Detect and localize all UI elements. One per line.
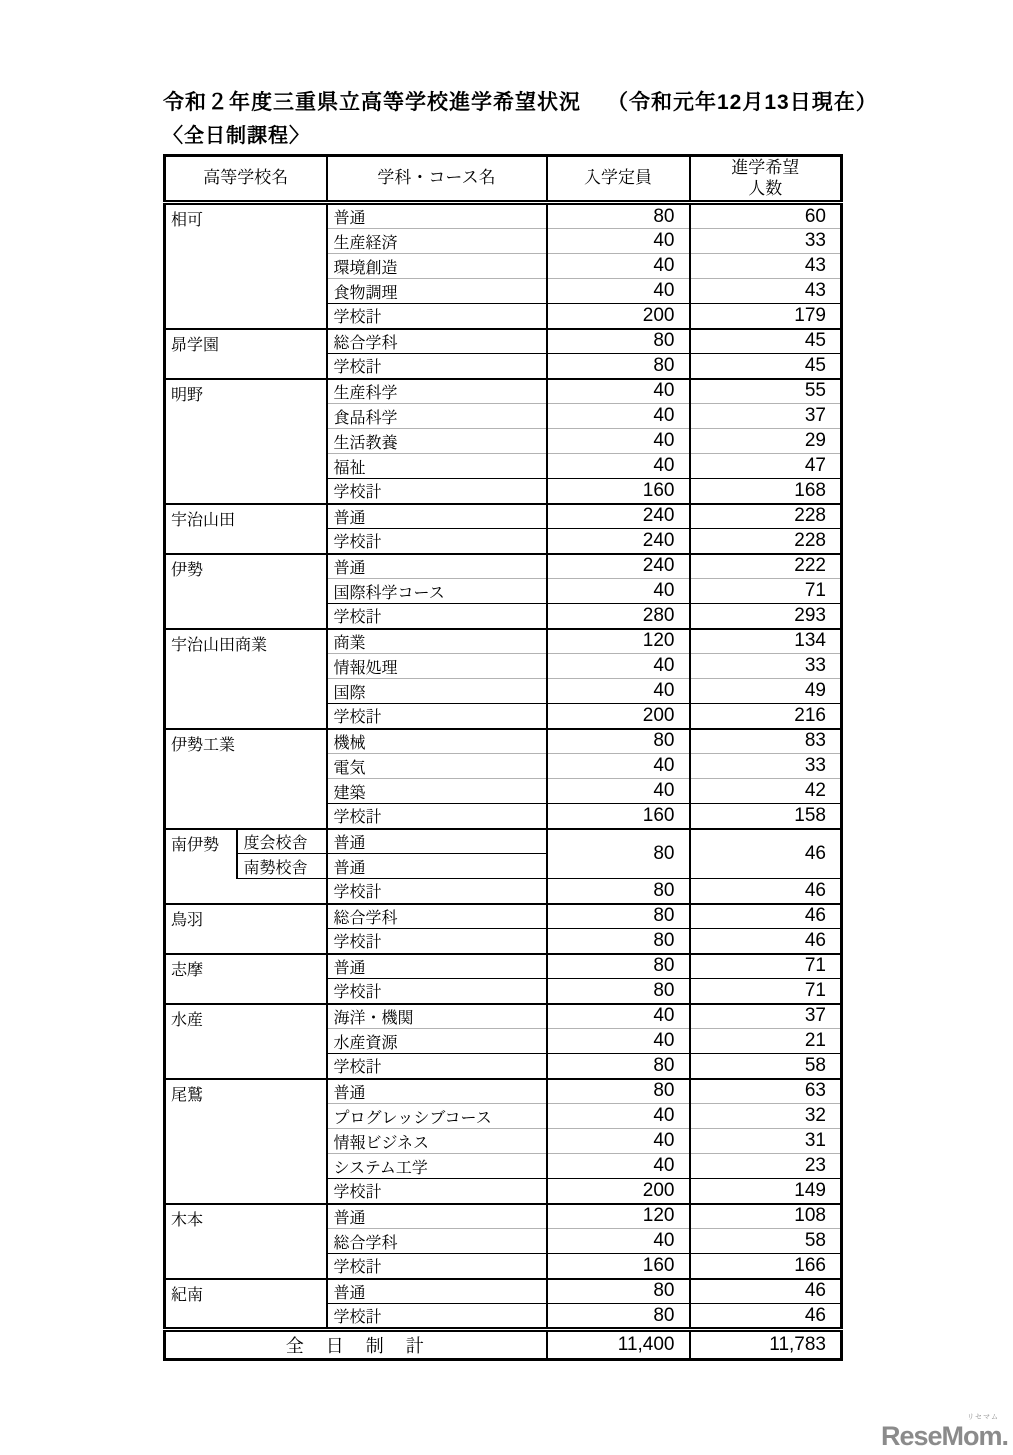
table-row: [165, 954, 842, 979]
capacity-cell: 40: [547, 1004, 690, 1029]
capacity-cell: 40: [547, 654, 690, 679]
applicants-cell: 33: [690, 229, 842, 254]
applicants-cell: 228: [690, 529, 842, 554]
course-cell: 生活教養: [327, 429, 547, 454]
course-cell: 学校計: [327, 879, 547, 904]
school-name-cell: 鳥羽: [165, 904, 327, 954]
course-cell: 学校計: [327, 1054, 547, 1079]
applicants-cell: 46: [690, 1279, 842, 1304]
capacity-cell: 80: [547, 929, 690, 954]
course-cell: 普通: [327, 203, 547, 229]
school-name-cell: 相可: [165, 203, 327, 329]
document-title-line: [163, 86, 878, 116]
capacity-cell: 40: [547, 1154, 690, 1179]
capacity-cell: 80: [547, 1304, 690, 1330]
course-cell: 建築: [327, 779, 547, 804]
applicants-cell: 293: [690, 604, 842, 629]
applicants-cell: 71: [690, 979, 842, 1004]
applicants-cell: 45: [690, 354, 842, 379]
grand-total-row: [165, 1330, 842, 1360]
capacity-cell: 120: [547, 1204, 690, 1229]
table-row: [165, 1004, 842, 1029]
capacity-cell: 40: [547, 754, 690, 779]
header-applicants-line2: 人数: [748, 178, 783, 198]
school-name-cell: 水産: [165, 1004, 327, 1079]
course-cell: 国際科学コース: [327, 579, 547, 604]
applicants-cell: 83: [690, 729, 842, 754]
capacity-cell: 160: [547, 1254, 690, 1279]
course-cell: 普通: [327, 504, 547, 529]
header-applicants: [690, 156, 842, 203]
table-row: [165, 504, 842, 529]
capacity-cell: 40: [547, 279, 690, 304]
table-header-row: [165, 156, 842, 203]
grand-total-label: 全 日 制 計: [165, 1330, 547, 1360]
capacity-cell: 80: [547, 879, 690, 904]
applicants-cell: 108: [690, 1204, 842, 1229]
applicants-cell: 43: [690, 279, 842, 304]
table-row: [165, 879, 842, 904]
table-row: [165, 1279, 842, 1304]
course-cell: プログレッシブコース: [327, 1104, 547, 1129]
applicants-cell: 216: [690, 704, 842, 729]
course-cell: 情報ビジネス: [327, 1129, 547, 1154]
applicants-cell: 29: [690, 429, 842, 454]
resemom-logo-ruby: リセマム: [967, 1414, 999, 1421]
school-name-cell: 宇治山田: [165, 504, 327, 554]
page-date-note: （令和元年12月13日現在）: [607, 91, 878, 114]
course-cell: 環境創造: [327, 254, 547, 279]
applicants-cell: 21: [690, 1029, 842, 1054]
course-cell: 生産科学: [327, 379, 547, 404]
applicants-cell: 23: [690, 1154, 842, 1179]
header-applicants-line1: 進学希望: [731, 158, 800, 178]
applicants-cell: 32: [690, 1104, 842, 1129]
course-cell: 学校計: [327, 1304, 547, 1330]
applicants-cell: 33: [690, 754, 842, 779]
capacity-cell: 240: [547, 504, 690, 529]
capacity-cell: 40: [547, 379, 690, 404]
capacity-cell: 80: [547, 329, 690, 354]
applicants-cell: 158: [690, 804, 842, 829]
capacity-cell: 40: [547, 679, 690, 704]
table-row: [165, 203, 842, 229]
capacity-cell: 80: [547, 1279, 690, 1304]
campus-cell: 度会校舎: [237, 829, 327, 854]
header-capacity: 入学定員: [547, 156, 690, 203]
table-row: [165, 904, 842, 929]
table-row: [165, 829, 842, 854]
school-name-filler: [237, 879, 327, 904]
course-cell: 学校計: [327, 804, 547, 829]
table-row: [165, 379, 842, 404]
applicants-cell: 31: [690, 1129, 842, 1154]
course-cell: 学校計: [327, 929, 547, 954]
course-cell: 情報処理: [327, 654, 547, 679]
applicants-cell: 43: [690, 254, 842, 279]
course-cell: 普通: [327, 554, 547, 579]
school-name-cell: 志摩: [165, 954, 327, 1004]
applicants-cell: 58: [690, 1054, 842, 1079]
capacity-cell: 40: [547, 1229, 690, 1254]
applicants-cell: 55: [690, 379, 842, 404]
school-name-cell: 紀南: [165, 1279, 327, 1330]
page-title: 令和２年度三重県立高等学校進学希望状況: [163, 91, 581, 114]
capacity-cell: 40: [547, 1029, 690, 1054]
capacity-cell: 160: [547, 804, 690, 829]
course-cell: 総合学科: [327, 329, 547, 354]
course-cell: 水産資源: [327, 1029, 547, 1054]
resemom-logo-text: ReseMom.: [880, 1421, 1008, 1451]
header-course-name: 学科・コース名: [327, 156, 547, 203]
applicants-cell: 63: [690, 1079, 842, 1104]
applicants-cell: 166: [690, 1254, 842, 1279]
capacity-cell: 40: [547, 779, 690, 804]
applicants-cell: 42: [690, 779, 842, 804]
course-cell: 普通: [327, 854, 547, 879]
applicants-cell: 46: [690, 929, 842, 954]
capacity-cell: 80: [547, 904, 690, 929]
applicants-cell: 33: [690, 654, 842, 679]
capacity-cell: 80: [547, 354, 690, 379]
course-cell: 学校計: [327, 529, 547, 554]
capacity-cell: 80: [547, 203, 690, 229]
capacity-cell: 40: [547, 404, 690, 429]
course-cell: 海洋・機関: [327, 1004, 547, 1029]
school-name-cell: 伊勢工業: [165, 729, 327, 829]
course-cell: 機械: [327, 729, 547, 754]
applicants-cell: 46: [690, 1304, 842, 1330]
document-content: [163, 86, 878, 1361]
course-cell: 普通: [327, 1079, 547, 1104]
capacity-cell: 80: [547, 1079, 690, 1104]
school-name-cell: 昴学園: [165, 329, 327, 379]
course-cell: 総合学科: [327, 1229, 547, 1254]
resemom-logo: [881, 1414, 1008, 1450]
applicants-cell: 37: [690, 404, 842, 429]
capacity-cell: 120: [547, 629, 690, 654]
applicants-cell: 46: [690, 879, 842, 904]
applicants-cell: 60: [690, 203, 842, 229]
applicants-cell: 222: [690, 554, 842, 579]
course-cell: 普通: [327, 1279, 547, 1304]
course-cell: 学校計: [327, 304, 547, 329]
course-cell: 学校計: [327, 479, 547, 504]
course-cell: 福祉: [327, 454, 547, 479]
capacity-cell: 240: [547, 554, 690, 579]
capacity-cell: 80: [547, 829, 690, 879]
applicants-cell: 37: [690, 1004, 842, 1029]
school-name-cell: 尾鷲: [165, 1079, 327, 1204]
course-cell: 学校計: [327, 1179, 547, 1204]
table-row: [165, 1079, 842, 1104]
school-name-cell: 宇治山田商業: [165, 629, 327, 729]
capacity-cell: 40: [547, 1129, 690, 1154]
applicants-cell: 134: [690, 629, 842, 654]
applicants-cell: 71: [690, 954, 842, 979]
capacity-cell: 40: [547, 429, 690, 454]
grand-total-capacity: 11,400: [547, 1330, 690, 1360]
course-cell: 普通: [327, 829, 547, 854]
capacity-cell: 200: [547, 1179, 690, 1204]
capacity-cell: 40: [547, 1104, 690, 1129]
course-cell: 商業: [327, 629, 547, 654]
capacity-cell: 240: [547, 529, 690, 554]
course-cell: 普通: [327, 1204, 547, 1229]
enrollment-table: [163, 154, 843, 1361]
capacity-cell: 40: [547, 229, 690, 254]
table-row: [165, 729, 842, 754]
applicants-cell: 71: [690, 579, 842, 604]
table-row: [165, 629, 842, 654]
table-row: [165, 1204, 842, 1229]
applicants-cell: 49: [690, 679, 842, 704]
capacity-cell: 280: [547, 604, 690, 629]
grand-total-applicants: 11,783: [690, 1330, 842, 1360]
campus-cell: 南勢校舎: [237, 854, 327, 879]
header-school-name: 高等学校名: [165, 156, 327, 203]
applicants-cell: 168: [690, 479, 842, 504]
course-cell: 食品科学: [327, 404, 547, 429]
applicants-cell: 46: [690, 829, 842, 879]
course-cell: システム工学: [327, 1154, 547, 1179]
course-cell: 食物調理: [327, 279, 547, 304]
table-row: [165, 554, 842, 579]
capacity-cell: 80: [547, 729, 690, 754]
capacity-cell: 40: [547, 579, 690, 604]
course-cell: 学校計: [327, 354, 547, 379]
page-subtitle: 〈全日制課程〉: [163, 125, 310, 147]
course-cell: 学校計: [327, 704, 547, 729]
school-name-cell: 木本: [165, 1204, 327, 1279]
applicants-cell: 46: [690, 904, 842, 929]
course-cell: 電気: [327, 754, 547, 779]
applicants-cell: 45: [690, 329, 842, 354]
capacity-cell: 200: [547, 704, 690, 729]
course-cell: 生産経済: [327, 229, 547, 254]
applicants-cell: 228: [690, 504, 842, 529]
applicants-cell: 179: [690, 304, 842, 329]
school-name-cell: 南伊勢: [165, 829, 237, 904]
capacity-cell: 160: [547, 479, 690, 504]
course-cell: 学校計: [327, 604, 547, 629]
applicants-cell: 47: [690, 454, 842, 479]
school-name-cell: 明野: [165, 379, 327, 504]
capacity-cell: 200: [547, 304, 690, 329]
capacity-cell: 40: [547, 454, 690, 479]
course-cell: 総合学科: [327, 904, 547, 929]
capacity-cell: 80: [547, 979, 690, 1004]
course-cell: 学校計: [327, 979, 547, 1004]
course-cell: 学校計: [327, 1254, 547, 1279]
capacity-cell: 40: [547, 254, 690, 279]
course-cell: 普通: [327, 954, 547, 979]
applicants-cell: 58: [690, 1229, 842, 1254]
table-row: [165, 329, 842, 354]
capacity-cell: 80: [547, 954, 690, 979]
school-name-cell: 伊勢: [165, 554, 327, 629]
applicants-cell: 149: [690, 1179, 842, 1204]
course-cell: 国際: [327, 679, 547, 704]
capacity-cell: 80: [547, 1054, 690, 1079]
